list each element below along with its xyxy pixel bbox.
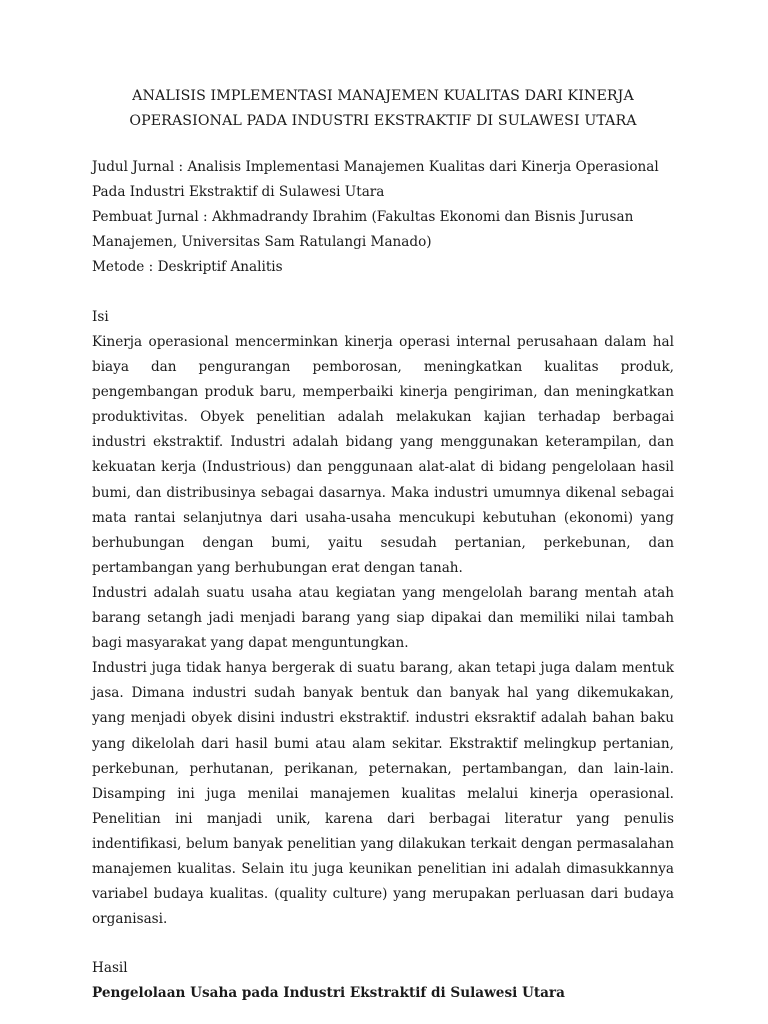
document-title bbox=[92, 84, 674, 134]
isi-body bbox=[92, 330, 674, 932]
title-line-1: ANALISIS IMPLEMENTASI MANAJEMEN KUALITAS DARI KINERJA bbox=[132, 88, 634, 104]
isi-label: Isi bbox=[92, 309, 109, 325]
paragraph-2: Industri adalah suatu usaha atau kegiatan yang mengelolah barang mentah atah barang setangh jadi menjadi barang yang siap dipakai dan memiliki nilai tambah bagi masyarakat yang dapat menguntungkan. bbox=[92, 584, 674, 652]
journal-author-field: Pembuat Jurnal : Akhmadrandy Ibrahim (Fakultas Ekonomi dan Bisnis Jurusan Manajemen, Universitas Sam Ratulangi Manado) bbox=[92, 209, 634, 250]
journal-method-field: Metode : Deskriptif Analitis bbox=[92, 259, 283, 275]
title-line-2: OPERASIONAL PADA INDUSTRI EKSTRAKTIF DI SULAWESI UTARA bbox=[129, 113, 637, 129]
hasil-label: Hasil bbox=[92, 960, 128, 977]
results-subheading: Pengelolaan Usaha pada Industri Ekstraktif di Sulawesi Utara bbox=[92, 985, 565, 1002]
paragraph-1: Kinerja operasional mencerminkan kinerja operasi internal perusahaan dalam hal biaya dan pengurangan pemborosan, meningkatkan kualitas produk, pengembangan produk baru, memperbaiki kinerja pengiriman, dan meningkatkan produktivitas. Obyek penelitian adalah melakukan kajian terhadap berbagai industri ekstraktif. Industri adalah bidang yang menggunakan keterampilan, dan kekuatan kerja (Industrious) dan penggunaan alat-alat di bidang pengelolaan hasil bumi, dan distribusinya sebagai dasarnya. Maka industri umumnya dikenal sebagai mata rantai selanjutnya dari usaha-usaha mencukupi kebutuhan (ekonomi) yang berhubungan dengan bumi, yaitu sesudah pertanian, perkebunan, dan pertambangan yang berhubungan erat dengan tanah. bbox=[92, 334, 674, 576]
journal-metadata bbox=[92, 155, 674, 280]
journal-title-field: Judul Jurnal : Analisis Implementasi Manajemen Kualitas dari Kinerja Operasional Pada Industri Ekstraktif di Sulawesi Utara bbox=[92, 159, 659, 200]
document-page bbox=[92, 84, 674, 1006]
paragraph-3: Industri juga tidak hanya bergerak di suatu barang, akan tetapi juga dalam mentuk jasa. Dimana industri sudah banyak bentuk dan banyak hal yang dikemukakan, yang menjadi obyek disini industri ekstraktif. industri eksraktif adalah bahan baku yang dikelolah dari hasil bumi atau alam sekitar. Ekstraktif melingkup pertanian, perkebunan, perhutanan, perikanan, peternakan, pertambangan, dan lain-lain. Disamping ini juga menilai manajemen kualitas melalui kinerja operasional. Penelitian ini manjadi unik, karena dari berbagai literatur yang penulis indentifikasi, belum banyak penelitian yang dilakukan terkait dengan permasalahan manajemen kualitas. Selain itu juga keunikan penelitian ini adalah dimasukkannya variabel budaya kualitas. (quality culture) yang merupakan perluasan dari budaya organisasi. bbox=[92, 660, 674, 928]
